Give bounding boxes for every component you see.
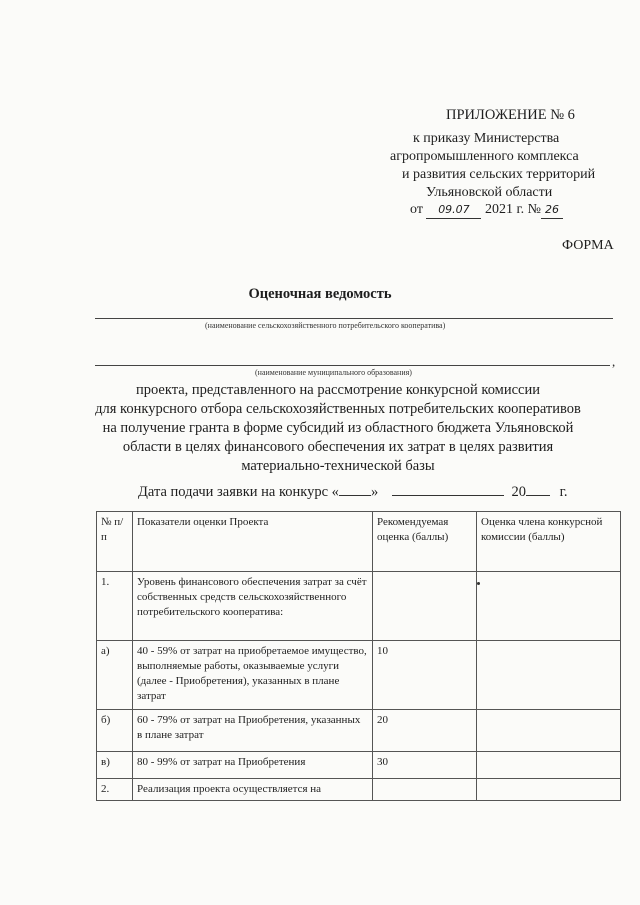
submission-year-prefix: 20: [511, 484, 526, 500]
row-indicator: 40 - 59% от затрат на приобретаемое имущество, выполняемые работы, оказываемые услуги (далее - Приобретения), указанных в плане затрат: [133, 641, 373, 710]
evaluation-table: [96, 511, 621, 801]
order-line-4: Ульяновской области: [426, 185, 553, 200]
row-indicator: 60 - 79% от затрат на Приобретения, указанных в плане затрат: [133, 710, 373, 752]
row-member-score[interactable]: [477, 572, 621, 641]
order-line-2: агропромышленного комплекса: [390, 149, 579, 164]
table-row: [97, 779, 621, 801]
row-member-score[interactable]: [477, 641, 621, 710]
row-member-score[interactable]: [477, 710, 621, 752]
table-row: [97, 572, 621, 641]
description-line-1: проекта, представленного на рассмотрение конкурсной комиссии: [136, 382, 540, 398]
municipality-caption: (наименование муниципального образования): [255, 368, 412, 377]
table-row: [97, 752, 621, 779]
description-line-4: области в целях финансового обеспечения их затрат в целях развития: [122, 439, 554, 455]
order-date: 09.07: [426, 201, 481, 219]
order-date-line: [410, 201, 563, 219]
submission-year-suffix: г.: [559, 484, 568, 500]
submission-month-blank[interactable]: [392, 495, 504, 496]
forma-label: ФОРМА: [562, 238, 614, 253]
coop-name-line: [95, 318, 613, 319]
date-prefix: от: [410, 202, 423, 217]
row-member-score[interactable]: [477, 779, 621, 801]
row-score: 10: [373, 641, 477, 710]
row-score: 20: [373, 710, 477, 752]
order-line-3: и развития сельских территорий: [402, 167, 596, 182]
row-num: 2.: [97, 779, 133, 801]
table-header-row: [97, 512, 621, 572]
row-score: 30: [373, 752, 477, 779]
table-row: [97, 710, 621, 752]
description-line-3: на получение гранта в форме субсидий из областного бюджета Ульяновской: [102, 420, 574, 436]
submission-date: [138, 483, 568, 502]
row-indicator: Реализация проекта осуществляется на: [133, 779, 373, 801]
order-number: 26: [541, 201, 563, 219]
row-num: в): [97, 752, 133, 779]
submission-year-blank[interactable]: [526, 495, 550, 496]
row-num: б): [97, 710, 133, 752]
row-num: 1.: [97, 572, 133, 641]
submission-label: Дата подачи заявки на конкурс «: [138, 484, 339, 500]
document-title: Оценочная ведомость: [248, 286, 392, 302]
row-indicator: 80 - 99% от затрат на Приобретения: [133, 752, 373, 779]
row-num: а): [97, 641, 133, 710]
submission-day-blank[interactable]: [339, 495, 371, 496]
header-member-score: Оценка члена конкурсной комиссии (баллы): [477, 512, 621, 572]
coop-caption: (наименование сельскохозяйственного потребительского кооператива): [205, 321, 446, 330]
header-recommended: Рекомендуемая оценка (баллы): [373, 512, 477, 572]
description-line-2: для конкурсного отбора сельскохозяйственных потребительских кооперативов: [95, 401, 581, 417]
description-line-5: материально-технической базы: [241, 458, 435, 474]
header-num: № п/п: [97, 512, 133, 572]
row-member-score[interactable]: [477, 752, 621, 779]
order-year: 2021 г. №: [484, 202, 541, 217]
municipality-line: [95, 365, 610, 366]
submission-quote-close: »: [370, 484, 379, 500]
table-row: [97, 641, 621, 710]
row-score: [373, 779, 477, 801]
row-indicator: Уровень финансового обеспечения затрат за счёт собственных средств сельскохозяйственного потребительского кооператива:: [133, 572, 373, 641]
order-line-1: к приказу Министерства: [413, 131, 560, 146]
row-score: [373, 572, 477, 641]
municipality-comma: ,: [612, 354, 616, 369]
mark-dot: [477, 582, 480, 585]
appendix-title: ПРИЛОЖЕНИЕ № 6: [446, 107, 575, 123]
header-indicator: Показатели оценки Проекта: [133, 512, 373, 572]
